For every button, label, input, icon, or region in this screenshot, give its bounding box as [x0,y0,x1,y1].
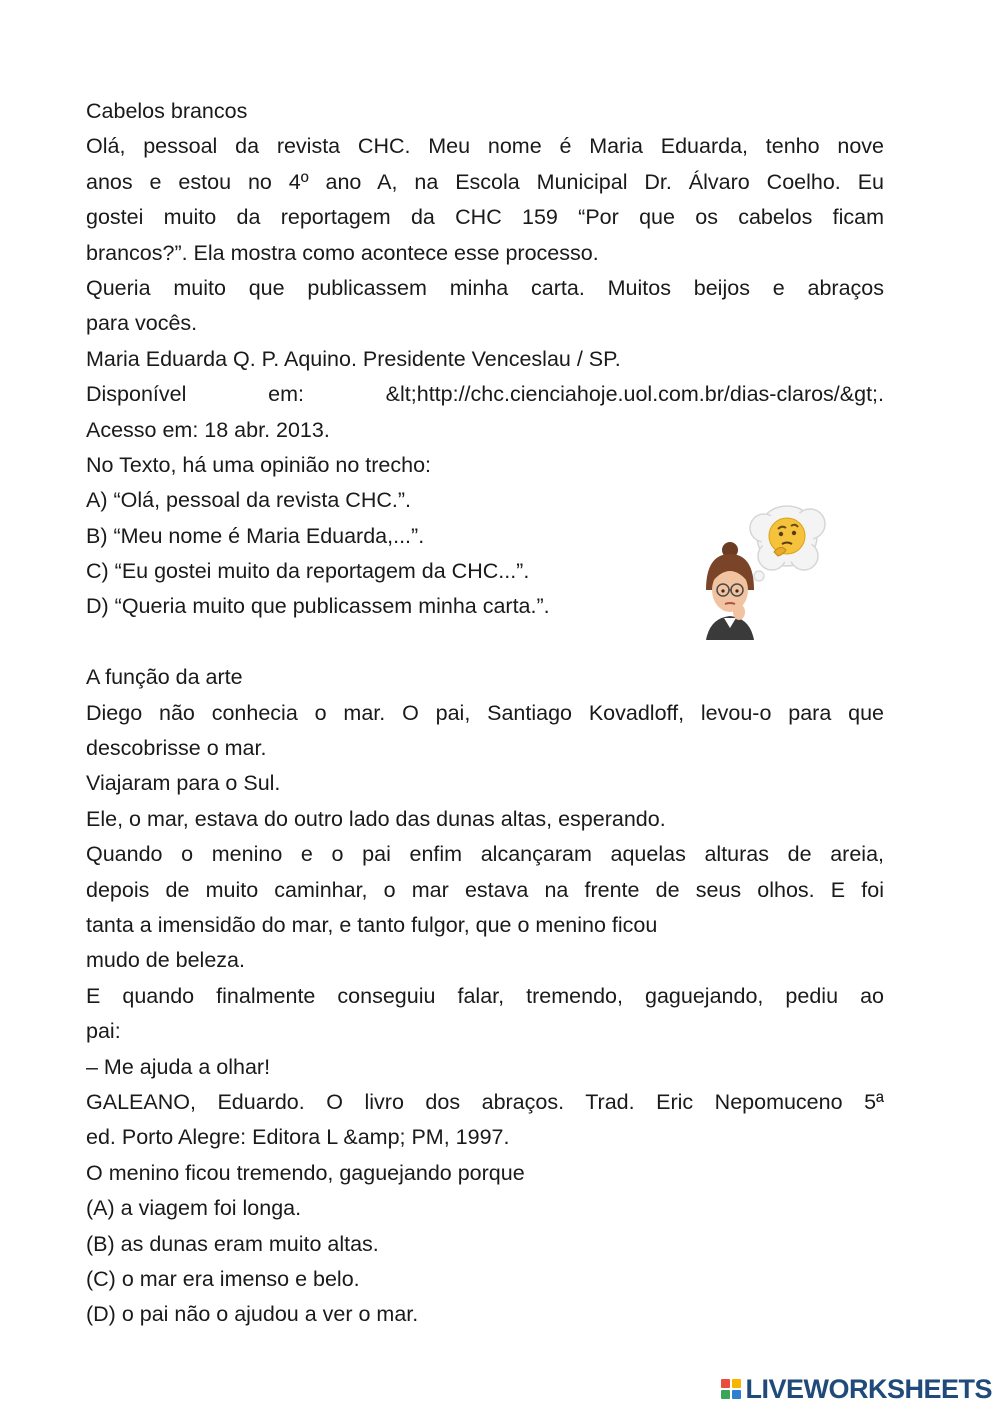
text1-source-line: Disponível em: &lt;http://chc.cienciahoje.uol.com.br/dias-claros/&gt;. [86,382,884,407]
worksheet-body [86,94,884,1333]
woman-avatar [706,542,754,640]
text1-source-line: Acesso em: 18 abr. 2013. [86,417,330,442]
logo-text: LIVEWORKSHEETS [745,1373,992,1404]
text1-p1-line: gostei muito da reportagem da CHC 159 “Por que os cabelos ficam [86,205,884,230]
text2-p1-line: Diego não conhecia o mar. O pai, Santiago Kovadloff, levou-o para que [86,700,884,725]
text1-p2-line: para vocês. [86,311,198,336]
text2-p4-line: depois de muito caminhar, o mar estava na frente de seus olhos. E foi [86,877,884,902]
text1-option-b: B) “Meu nome é Maria Eduarda,...”. [86,523,425,548]
thinking-woman-icon [692,494,838,640]
text2-option-b: (B) as dunas eram muito altas. [86,1231,379,1256]
text2-p4-line: mudo de beleza. [86,948,245,973]
text2-source-line: GALEANO, Eduardo. O livro dos abraços. Trad. Eric Nepomuceno 5ª [86,1089,884,1114]
text2-p4-line: tanta a imensidão do mar, e tanto fulgor, que o menino ficou [86,912,658,937]
liveworksheets-logo [721,1372,992,1406]
text2-option-a: (A) a viagem foi longa. [86,1196,302,1221]
logo-blocks-icon [721,1379,741,1399]
text2-p5-line: pai: [86,1019,121,1044]
text1-option-c: C) “Eu gostei muito da reportagem da CHC...”. [86,559,530,584]
text2-title: A função da arte [86,665,243,690]
text1-title: Cabelos brancos [86,99,248,123]
text1-signature: Maria Eduarda Q. P. Aquino. Presidente Venceslau / SP. [86,346,621,371]
text1-p1-line: anos e estou no 4º ano A, na Escola Municipal Dr. Álvaro Coelho. Eu [86,169,884,194]
text1-option-d: D) “Queria muito que publicassem minha carta.”. [86,594,550,619]
text1-p1-line: brancos?”. Ela mostra como acontece esse processo. [86,240,599,265]
text2-option-d: (D) o pai não o ajudou a ver o mar. [86,1302,419,1327]
text1-p1-line: Olá, pessoal da revista CHC. Meu nome é Maria Eduarda, tenho nove [86,134,884,159]
text1-option-a: A) “Olá, pessoal da revista CHC.”. [86,488,411,513]
text2-p6: – Me ajuda a olhar! [86,1054,271,1079]
text1-question: No Texto, há uma opinião no trecho: [86,452,432,477]
text2-p4-line: Quando o menino e o pai enfim alcançaram aquelas alturas de areia, [86,842,884,867]
text2-p5-line: E quando finalmente conseguiu falar, tremendo, gaguejando, pediu ao [86,983,884,1008]
text2-question: O menino ficou tremendo, gaguejando porque [86,1160,525,1185]
text2-source-line: ed. Porto Alegre: Editora L &amp; PM, 1997. [86,1125,510,1150]
text2-p2: Viajaram para o Sul. [86,771,281,796]
text2-p1-line: descobrisse o mar. [86,736,267,761]
text2-option-c: (C) o mar era imenso e belo. [86,1266,360,1291]
text1-p2-line: Queria muito que publicassem minha carta. Muitos beijos e abraços [86,275,884,300]
text2-p3: Ele, o mar, estava do outro lado das dunas altas, esperando. [86,806,666,831]
